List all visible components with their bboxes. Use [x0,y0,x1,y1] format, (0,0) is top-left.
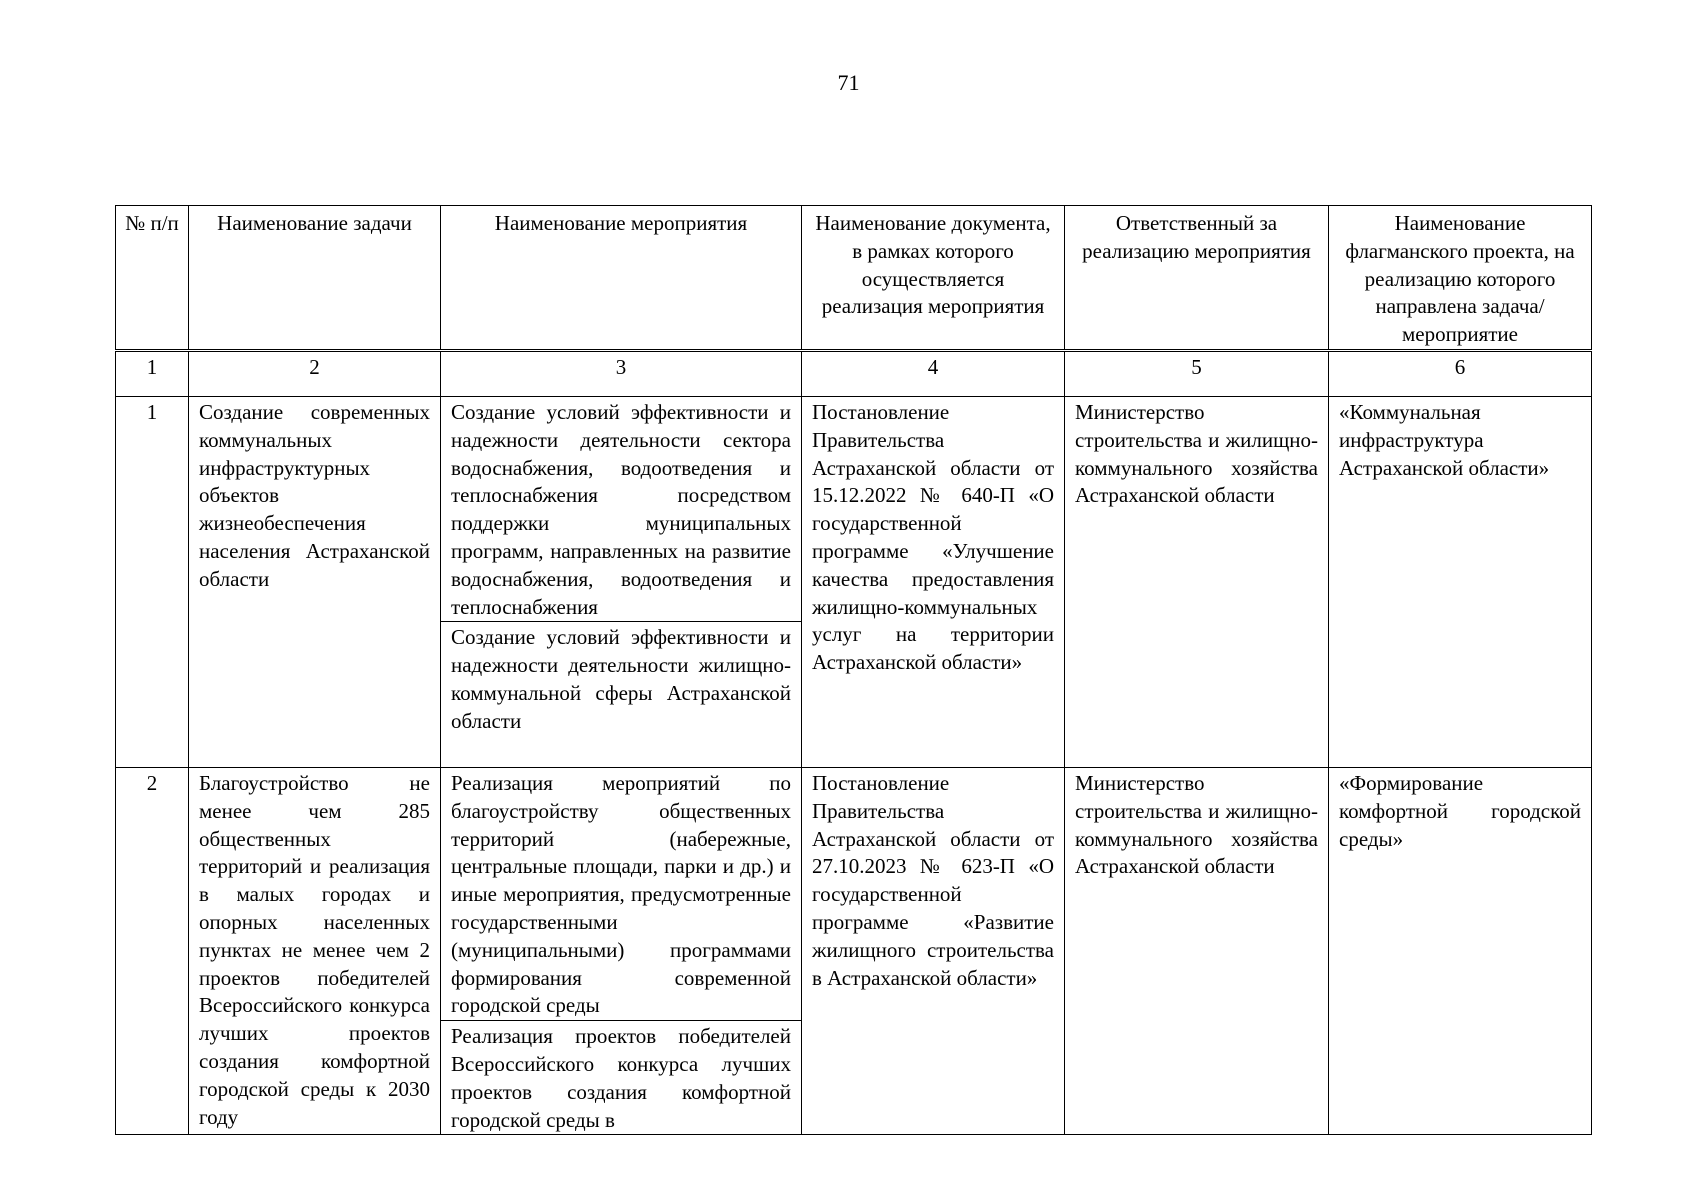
column-number-row [116,350,1592,396]
header-cell-responsible: Ответственный за реализацию мероприятия [1065,206,1329,351]
event-item: Реализация мероприятий по благоустройству общественных территорий (набережные, центральные площади, парки и др.) и иные мероприятия, предусмотренные государственными (муниципальными) программами формирования современной городской среды [451,770,791,1018]
responsible-cell: Министерство строительства и жилищно-коммунального хозяйства Астраханской области [1065,396,1329,767]
task-cell: Создание современных коммунальных инфраструктурных объектов жизнеобеспечения населения Астраханской области [189,396,441,767]
column-number-cell: 5 [1065,350,1329,396]
column-number-cell: 3 [441,350,802,396]
column-number-cell: 4 [802,350,1065,396]
row-number: 2 [116,767,189,1134]
event-cell [441,767,802,1134]
page-number: 71 [837,70,860,95]
header-cell-number: № п/п [116,206,189,351]
task-cell: Благоустройство не менее чем 285 общественных территорий и реализация в малых городах и опорных населенных пунктах не менее чем 2 проектов победителей Всероссийского конкурса лучших проектов создания комфортной городской среды к 2030 году [189,767,441,1134]
header-cell-document: Наименование документа, в рамках которого осуществляется реализация мероприятия [802,206,1065,351]
header-cell-flagship: Наименование флагманского проекта, на реализацию которого направлена задача/мероприятие [1329,206,1592,351]
responsible-cell: Министерство строительства и жилищно-коммунального хозяйства Астраханской области [1065,767,1329,1134]
table-row [116,767,1592,1134]
column-number-cell: 2 [189,350,441,396]
flagship-cell: «Формирование комфортной городской среды» [1329,767,1592,1134]
event-item: Создание условий эффективности и надежности деятельности сектора водоснабжения, водоотведения и теплоснабжения посредством поддержки муниципальных программ, направленных на развитие водоснабжения, водоотведения и теплоснабжения [451,399,791,619]
column-number-cell: 1 [116,350,189,396]
table-row [116,396,1592,767]
document-cell: Постановление Правительства Астраханской области от 27.10.2023 № 623-П «О государственной программе «Развитие жилищного строительства в Астраханской области» [802,767,1065,1134]
row-number: 1 [116,396,189,767]
flagship-cell: «Коммунальная инфраструктура Астраханской области» [1329,396,1592,767]
document-cell: Постановление Правительства Астраханской области от 15.12.2022 № 640-П «О государственной программе «Улучшение качества предоставления жилищно-коммунальных услуг на территории Астраханской области» [802,396,1065,767]
header-cell-event: Наименование мероприятия [441,206,802,351]
header-cell-task: Наименование задачи [189,206,441,351]
event-item: Создание условий эффективности и надежности деятельности жилищно-коммунальной сферы Астраханской области [441,621,801,735]
column-number-cell: 6 [1329,350,1592,396]
header-row [116,206,1592,351]
event-cell [441,396,802,767]
event-item: Реализация проектов победителей Всероссийского конкурса лучших проектов создания комфортной городской среды в [441,1020,801,1134]
measures-table [115,205,1592,1135]
